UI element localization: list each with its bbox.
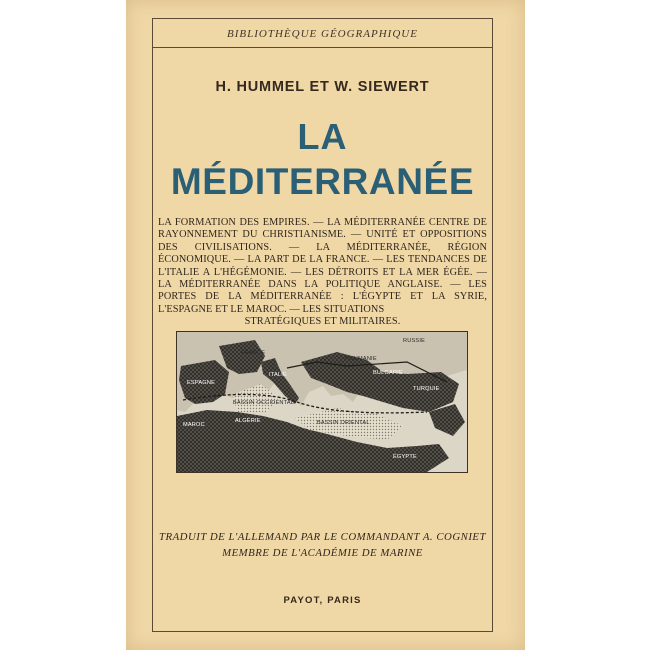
contents-summary-last-line: STRATÉGIQUES ET MILITAIRES. (244, 316, 401, 328)
book-cover (126, 0, 525, 650)
translator-credit (153, 529, 492, 561)
map-label-algerie: ALGÉRIE (235, 418, 261, 424)
map-label-italie: ITALIE (269, 372, 287, 378)
map-label-bulgarie: BULGARIE (373, 370, 403, 376)
map-label-bassin-occidental: BASSIN OCCIDENTAL (233, 400, 295, 406)
map-label-bassin-oriental: BASSIN ORIENTAL (317, 420, 370, 426)
map-label-roumanie: ROUMANIE (345, 356, 377, 362)
map-label-france: FRANCE (241, 350, 266, 356)
contents-summary (158, 217, 487, 329)
series-divider (153, 47, 492, 48)
mediterranean-map (176, 331, 468, 473)
map-label-russie: RUSSIE (403, 338, 426, 344)
map-illustration (177, 332, 467, 472)
book-authors: H. HUMMEL ET W. SIEWERT (215, 79, 430, 95)
map-label-egypte: ÉGYPTE (393, 454, 417, 460)
map-label-turquie: TURQUIE (413, 386, 440, 392)
contents-summary-body: LA FORMATION DES EMPIRES. — LA MÉDITERRANÉE CENTRE DE RAYONNEMENT DU CHRISTIANISME. — UNITÉ ET OPPOSITIONS DES CIVILISATIONS. — LA MÉDITERRANÉE, RÉGION ÉCONOMIQUE. — LA PART DE LA FRANCE. — LES TENDANCES DE L'ITALIE A L'HÉGÉMONIE. — LES DÉTROITS ET LA MER ÉGÉE. — LA MÉDITERRANÉE DANS LA POLITIQUE ANGLAISE. — LES PORTES DE LA MÉDITERRANÉE : L'ÉGYPTE ET LA SYRIE, L'ESPAGNE ET LE MAROC. — LES SITUATIONS (158, 217, 487, 315)
translator-line-2: MEMBRE DE L'ACADÉMIE DE MARINE (222, 547, 423, 559)
translator-line-1: TRADUIT DE L'ALLEMAND PAR LE COMMANDANT A. COGNIET (158, 531, 487, 543)
book-title-line-1: LA (297, 116, 348, 157)
map-label-maroc: MAROC (183, 422, 205, 428)
series-title: BIBLIOTHÈQUE GÉOGRAPHIQUE (227, 28, 418, 40)
publisher-name: PAYOT, PARIS (283, 595, 362, 606)
book-title-line-2: MÉDITERRANÉE (170, 161, 475, 202)
map-label-espagne: ESPAGNE (187, 380, 216, 386)
cover-frame (152, 18, 493, 632)
